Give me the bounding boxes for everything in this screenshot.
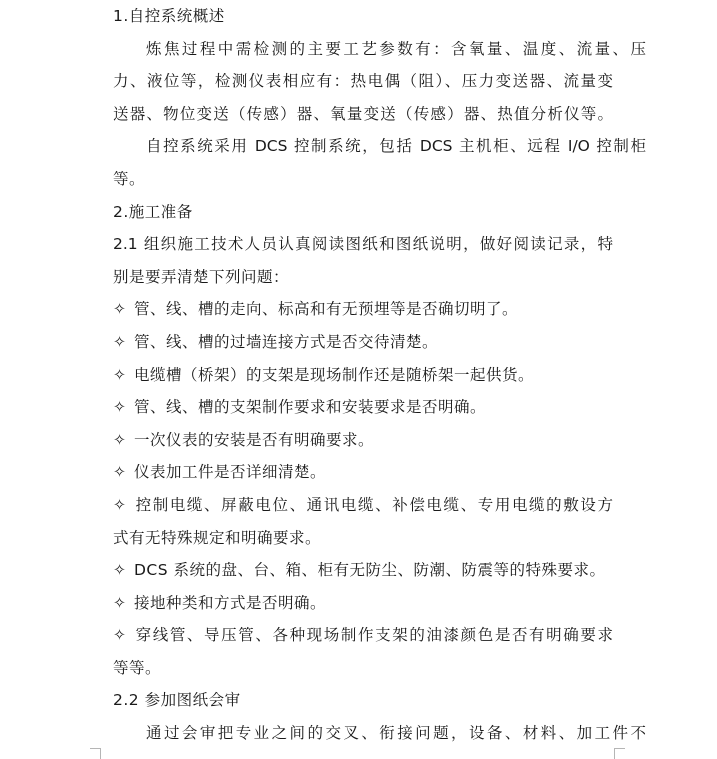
- list-item: [113, 424, 613, 457]
- bullet-list: [113, 293, 613, 684]
- bullet-icon: ✧: [113, 365, 127, 384]
- list-item: [113, 359, 613, 392]
- page-margin-mark: [90, 748, 101, 759]
- paragraph-line: 等。: [113, 169, 146, 188]
- section-heading: 2.2 参加图纸会审: [113, 691, 241, 710]
- bullet-icon: ✧: [113, 495, 126, 514]
- bullet-icon: ✧: [113, 626, 126, 645]
- document-body: [113, 0, 646, 750]
- paragraph-line: 2.1 组织施工技术人员认真阅读图纸和图纸说明，做好阅读记录，特: [113, 235, 613, 254]
- list-item-continuation: 式有无特殊规定和明确要求。: [113, 528, 322, 547]
- list-item: [113, 554, 613, 587]
- section-heading: 1.自控系统概述: [113, 7, 225, 25]
- paragraph-line: 别是要弄清楚下列问题：: [113, 267, 290, 286]
- list-item-text: 控制电缆、屏蔽电位、通讯电缆、补偿电缆、专用电缆的敷设方: [134, 495, 613, 514]
- bullet-icon: ✧: [113, 332, 127, 351]
- list-item: [113, 293, 613, 326]
- list-item: [113, 489, 613, 522]
- section-heading: 2.施工准备: [113, 202, 193, 221]
- bullet-icon: ✧: [113, 463, 127, 482]
- bullet-icon: ✧: [113, 561, 127, 580]
- list-item-text: DCS 系统的盘、台、箱、柜有无防尘、防潮、防震等的特殊要求。: [134, 561, 606, 580]
- list-item-text: 仪表加工件是否详细清楚。: [134, 463, 327, 482]
- list-item-continuation: 等等。: [113, 658, 162, 677]
- paragraph-line: 自控系统采用 DCS 控制系统，包括 DCS 主机柜、远程 I/O 控制柜: [146, 137, 646, 156]
- list-item-text: 电缆槽（桥架）的支架是现场制作还是随桥架一起供货。: [134, 365, 535, 384]
- list-item: [113, 619, 613, 652]
- list-item: [113, 587, 613, 620]
- list-item-text: 管、线、槽的支架制作要求和安装要求是否明确。: [134, 398, 487, 417]
- page-margin-mark: [614, 748, 625, 759]
- list-item: [113, 391, 613, 424]
- list-item-text: 管、线、槽的过墙连接方式是否交待清楚。: [134, 332, 439, 351]
- bullet-icon: ✧: [113, 300, 127, 319]
- list-item: [113, 456, 613, 489]
- paragraph-line: 力、液位等，检测仪表相应有：热电偶（阻）、压力变送器、流量变: [113, 72, 613, 91]
- list-item-text: 接地种类和方式是否明确。: [134, 593, 327, 612]
- bullet-icon: ✧: [113, 430, 127, 449]
- list-item-text: 穿线管、导压管、各种现场制作支架的油漆颜色是否有明确要求: [134, 626, 613, 645]
- paragraph-line: 炼焦过程中需检测的主要工艺参数有：含氧量、温度、流量、压: [146, 39, 646, 58]
- bullet-icon: ✧: [113, 398, 127, 417]
- paragraph-line: 通过会审把专业之间的交叉、衔接问题，设备、材料、加工件不: [146, 724, 646, 743]
- list-item-text: 一次仪表的安装是否有明确要求。: [134, 430, 375, 449]
- paragraph-line: 送器、物位变送（传感）器、氧量变送（传感）器、热值分析仪等。: [113, 104, 613, 123]
- bullet-icon: ✧: [113, 593, 127, 612]
- list-item: [113, 326, 613, 359]
- list-item-text: 管、线、槽的走向、标高和有无预埋等是否确切明了。: [134, 300, 519, 319]
